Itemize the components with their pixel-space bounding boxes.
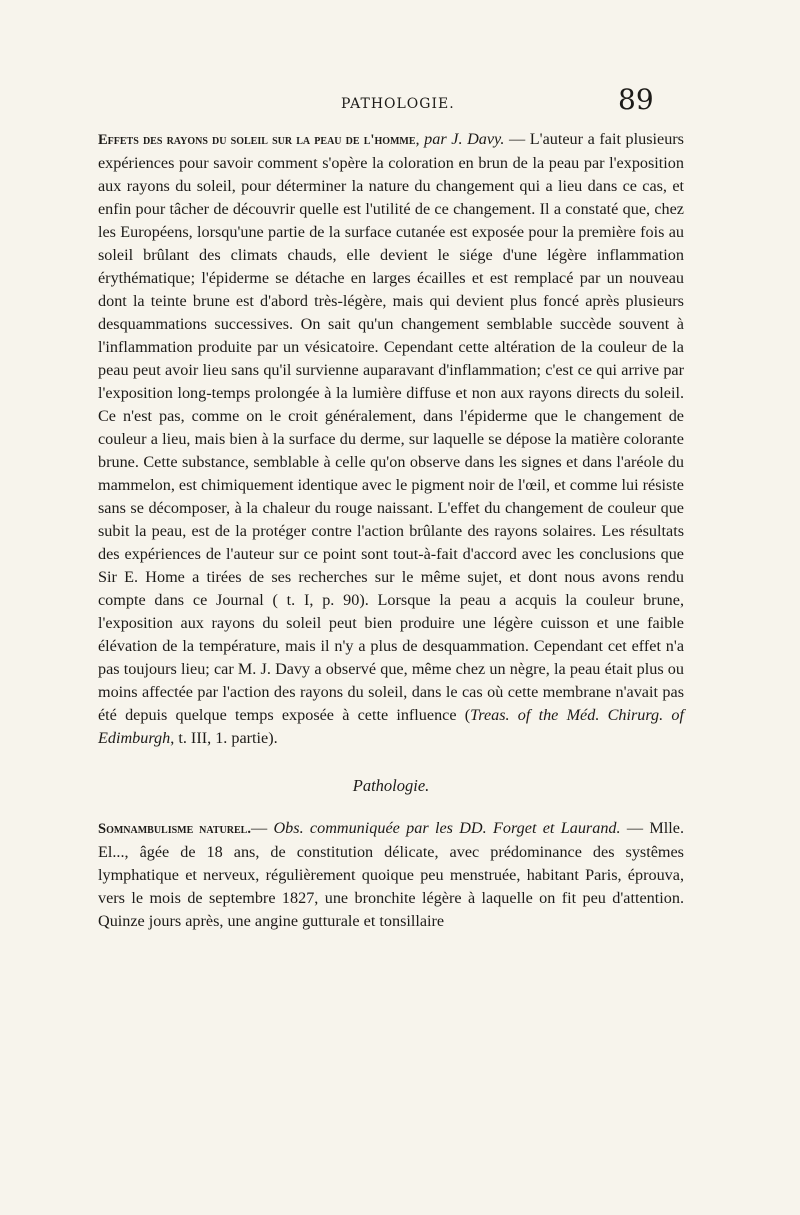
text-column (98, 128, 684, 933)
article-paragraph (98, 128, 684, 750)
article-title: Effets des rayons du soleil sur la peau de l'homme (98, 132, 416, 148)
article-body: — L'auteur a fait plusieurs expériences pour savoir comment s'opère la coloration en brun de la peau par l'exposition aux rayons du soleil, pour déterminer la nature du changement qui a lieu dans ce cas, et enfin pour tâcher de découvrir quelle est l'utilité de ce changement. Il a constaté que, chez les Européens, lorsqu'une partie de la surface cutanée est exposée pour la première fois au soleil brûlant des climats chauds, elle devient le siége d'une légère inflammation érythématique; l'épiderme se détache en larges écailles et est remplacé par un nouveau dont la teinte brune est d'abord très-légère, mais qui devient plus foncé après plusieurs desquammations successives. On sait qu'un changement semblable succède souvent à l'inflammation produite par un vésicatoire. Cependant cette altération de la couleur de la peau peut avoir lieu sans qu'il survienne auparavant d'inflammation; c'est ce qui arrive par l'exposition long-temps prolongée à la lumière diffuse et non aux rayons directs du soleil. Ce n'est pas, comme on le croit généralement, dans l'épiderme que le changement de couleur a lieu, mais bien à la surface du derme, sur laquelle se dépose la matière colorante brune. Cette substance, semblable à celle qu'on observe dans les signes et dans l'aréole du mammelon, est chimiquement identique avec le pigment noir de l'œil, et comme lui résiste sans se décomposer, à la chaleur du rouge naissant. L'effet du changement de couleur que subit la peau, est de la protéger contre l'action brûlante des rayons solaires. Les résultats des expériences de l'auteur sur ce point sont tout-à-fait d'accord avec les conclusions que Sir E. Home a tirées de ses recherches sur le même sujet, et dont nous avons rendu compte dans ce Journal ( t. I, p. 90). Lorsque la peau a acquis la couleur brune, l'exposition aux rayons du soleil peut bien produire une légère cuisson et une faible élévation de la température, mais il n'y a plus de desquammation. Cependant cet effet n'a pas toujours lieu; car M. J. Davy a observé que, même chez un nègre, la peau était plus ou moins affectée par l'action des rayons du soleil, dans le cas où cette membrane n'avait pas été depuis quelque temps exposée à cette influence ( (98, 130, 684, 724)
article-body: — Mlle. El..., âgée de 18 ans, de constitution délicate, avec prédominance des systêmes lymphatique et nerveux, régulièrement quoique peu menstruée, habitant Paris, éprouva, vers le mois de septembre 1827, une bronchite légère à laquelle on fit peu d'attention. Quinze jours après, une angine gutturale et tonsillaire (98, 819, 685, 930)
article-source: Treas. of the Méd. Chirurg. of Edimburgh (98, 706, 684, 747)
article-title: Somnambulisme naturel. (98, 821, 251, 837)
page-number: 89 (618, 83, 654, 116)
article-paragraph (98, 817, 684, 933)
article-byline: , par J. Davy. (415, 130, 505, 148)
running-title: PATHOLOGIE. (341, 96, 455, 112)
section-heading: Pathologie. (352, 776, 430, 795)
article-source-tail: , t. III, 1. partie). (170, 729, 278, 747)
article-dash: — (250, 819, 274, 837)
article-intro: Obs. communiquée par les DD. Forget et Laurand. (273, 819, 621, 837)
